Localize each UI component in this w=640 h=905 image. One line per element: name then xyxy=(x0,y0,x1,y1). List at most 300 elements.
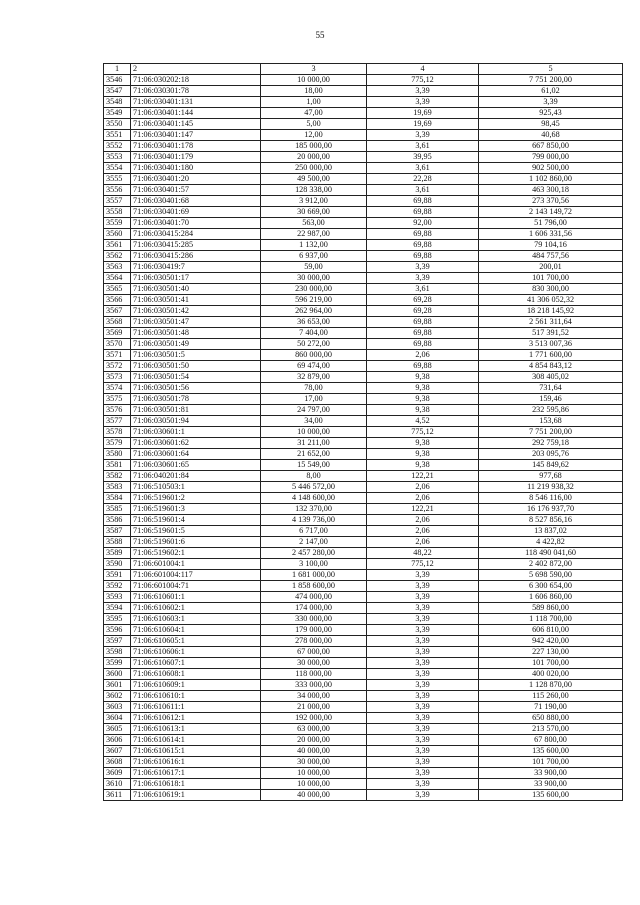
table-row xyxy=(104,196,623,207)
row-number-cell: 3590 xyxy=(104,559,131,570)
area-cell: 3 100,00 xyxy=(261,559,367,570)
value-cell: 61,02 xyxy=(479,86,623,97)
cadastral-number-cell: 71:06:030415:285 xyxy=(131,240,261,251)
table-row xyxy=(104,372,623,383)
row-number-cell: 3586 xyxy=(104,515,131,526)
row-number-cell: 3606 xyxy=(104,735,131,746)
value-cell: 7 751 200,00 xyxy=(479,427,623,438)
rate-cell: 3,39 xyxy=(367,581,479,592)
row-number-cell: 3607 xyxy=(104,746,131,757)
rate-cell: 39,95 xyxy=(367,152,479,163)
table-row xyxy=(104,680,623,691)
rate-cell: 3,39 xyxy=(367,713,479,724)
table-row xyxy=(104,482,623,493)
rate-cell: 9,38 xyxy=(367,438,479,449)
table-row xyxy=(104,262,623,273)
value-cell: 13 837,02 xyxy=(479,526,623,537)
table-row xyxy=(104,603,623,614)
rate-cell: 3,39 xyxy=(367,658,479,669)
cadastral-number-cell: 71:06:030401:180 xyxy=(131,163,261,174)
area-cell: 330 000,00 xyxy=(261,614,367,625)
value-cell: 731,64 xyxy=(479,383,623,394)
cadastral-number-cell: 71:06:030501:17 xyxy=(131,273,261,284)
area-cell: 40 000,00 xyxy=(261,790,367,801)
value-cell: 98,45 xyxy=(479,119,623,130)
row-number-cell: 3550 xyxy=(104,119,131,130)
cadastral-number-cell: 71:06:610610:1 xyxy=(131,691,261,702)
row-number-cell: 3569 xyxy=(104,328,131,339)
row-number-cell: 3573 xyxy=(104,372,131,383)
value-cell: 101 700,00 xyxy=(479,273,623,284)
rate-cell: 3,39 xyxy=(367,262,479,273)
area-cell: 21 652,00 xyxy=(261,449,367,460)
value-cell: 977,68 xyxy=(479,471,623,482)
area-cell: 6 937,00 xyxy=(261,251,367,262)
table-row xyxy=(104,185,623,196)
row-number-cell: 3566 xyxy=(104,295,131,306)
row-number-cell: 3598 xyxy=(104,647,131,658)
value-cell: 463 300,18 xyxy=(479,185,623,196)
cadastral-number-cell: 71:06:610612:1 xyxy=(131,713,261,724)
rate-cell: 3,39 xyxy=(367,647,479,658)
value-cell: 1 606 331,56 xyxy=(479,229,623,240)
table-row xyxy=(104,383,623,394)
value-cell: 101 700,00 xyxy=(479,757,623,768)
table-row xyxy=(104,119,623,130)
area-cell: 34 000,00 xyxy=(261,691,367,702)
rate-cell: 4,52 xyxy=(367,416,479,427)
area-cell: 78,00 xyxy=(261,383,367,394)
row-number-cell: 3609 xyxy=(104,768,131,779)
row-number-cell: 3556 xyxy=(104,185,131,196)
row-number-cell: 3576 xyxy=(104,405,131,416)
rate-cell: 3,39 xyxy=(367,691,479,702)
area-cell: 250 000,00 xyxy=(261,163,367,174)
value-cell: 115 260,00 xyxy=(479,691,623,702)
cadastral-number-cell: 71:06:030501:49 xyxy=(131,339,261,350)
row-number-cell: 3564 xyxy=(104,273,131,284)
cadastral-number-cell: 71:06:519601:6 xyxy=(131,537,261,548)
rate-cell: 3,39 xyxy=(367,625,479,636)
table-row xyxy=(104,691,623,702)
rate-cell: 3,39 xyxy=(367,273,479,284)
area-cell: 36 653,00 xyxy=(261,317,367,328)
row-number-cell: 3610 xyxy=(104,779,131,790)
row-number-cell: 3593 xyxy=(104,592,131,603)
rate-cell: 69,88 xyxy=(367,328,479,339)
cadastral-number-cell: 71:06:030601:64 xyxy=(131,449,261,460)
rate-cell: 3,39 xyxy=(367,86,479,97)
value-cell: 1 606 860,00 xyxy=(479,592,623,603)
row-number-cell: 3608 xyxy=(104,757,131,768)
row-number-cell: 3574 xyxy=(104,383,131,394)
rate-cell: 69,88 xyxy=(367,207,479,218)
area-cell: 563,00 xyxy=(261,218,367,229)
cadastral-number-cell: 71:06:030501:47 xyxy=(131,317,261,328)
table-row xyxy=(104,317,623,328)
row-number-cell: 3551 xyxy=(104,130,131,141)
rate-cell: 3,39 xyxy=(367,779,479,790)
area-cell: 30 000,00 xyxy=(261,273,367,284)
cadastral-number-cell: 71:06:030401:144 xyxy=(131,108,261,119)
table-header-row xyxy=(104,64,623,75)
value-cell: 5 698 590,00 xyxy=(479,570,623,581)
cadastral-number-cell: 71:06:030301:78 xyxy=(131,86,261,97)
cadastral-number-cell: 71:06:510503:1 xyxy=(131,482,261,493)
table-row xyxy=(104,152,623,163)
rate-cell: 3,61 xyxy=(367,284,479,295)
table-row xyxy=(104,229,623,240)
cadastral-number-cell: 71:06:610607:1 xyxy=(131,658,261,669)
area-cell: 8,00 xyxy=(261,471,367,482)
value-cell: 667 850,00 xyxy=(479,141,623,152)
value-cell: 273 370,56 xyxy=(479,196,623,207)
area-cell: 18,00 xyxy=(261,86,367,97)
rate-cell: 3,39 xyxy=(367,680,479,691)
rate-cell: 3,39 xyxy=(367,735,479,746)
cadastral-number-cell: 71:06:030501:42 xyxy=(131,306,261,317)
row-number-cell: 3546 xyxy=(104,75,131,86)
table-row xyxy=(104,207,623,218)
table-row xyxy=(104,108,623,119)
table-row xyxy=(104,669,623,680)
rate-cell: 3,61 xyxy=(367,141,479,152)
value-cell: 1 102 860,00 xyxy=(479,174,623,185)
cadastral-number-cell: 71:06:030501:5 xyxy=(131,350,261,361)
column-header: 3 xyxy=(261,64,367,75)
value-cell: 153,68 xyxy=(479,416,623,427)
cadastral-number-cell: 71:06:030415:286 xyxy=(131,251,261,262)
row-number-cell: 3565 xyxy=(104,284,131,295)
area-cell: 10 000,00 xyxy=(261,779,367,790)
cadastral-number-cell: 71:06:030401:57 xyxy=(131,185,261,196)
area-cell: 59,00 xyxy=(261,262,367,273)
table-row xyxy=(104,284,623,295)
row-number-cell: 3562 xyxy=(104,251,131,262)
cadastral-number-cell: 71:06:030601:62 xyxy=(131,438,261,449)
area-cell: 20 000,00 xyxy=(261,735,367,746)
value-cell: 517 391,52 xyxy=(479,328,623,339)
rate-cell: 3,39 xyxy=(367,757,479,768)
rate-cell: 3,39 xyxy=(367,746,479,757)
area-cell: 230 000,00 xyxy=(261,284,367,295)
area-cell: 2 147,00 xyxy=(261,537,367,548)
area-cell: 20 000,00 xyxy=(261,152,367,163)
area-cell: 860 000,00 xyxy=(261,350,367,361)
area-cell: 596 219,00 xyxy=(261,295,367,306)
area-cell: 185 000,00 xyxy=(261,141,367,152)
column-header: 1 xyxy=(104,64,131,75)
value-cell: 484 757,56 xyxy=(479,251,623,262)
area-cell: 6 717,00 xyxy=(261,526,367,537)
cadastral-number-cell: 71:06:519601:5 xyxy=(131,526,261,537)
table-row xyxy=(104,438,623,449)
value-cell: 145 849,62 xyxy=(479,460,623,471)
cadastral-number-cell: 71:06:519601:2 xyxy=(131,493,261,504)
area-cell: 2 457 280,00 xyxy=(261,548,367,559)
cadastral-number-cell: 71:06:610608:1 xyxy=(131,669,261,680)
rate-cell: 9,38 xyxy=(367,405,479,416)
rate-cell: 3,39 xyxy=(367,790,479,801)
area-cell: 3 912,00 xyxy=(261,196,367,207)
row-number-cell: 3572 xyxy=(104,361,131,372)
cadastral-number-cell: 71:06:030601:1 xyxy=(131,427,261,438)
rate-cell: 3,39 xyxy=(367,592,479,603)
rate-cell: 3,39 xyxy=(367,724,479,735)
row-number-cell: 3559 xyxy=(104,218,131,229)
area-cell: 128 338,00 xyxy=(261,185,367,196)
row-number-cell: 3594 xyxy=(104,603,131,614)
area-cell: 69 474,00 xyxy=(261,361,367,372)
area-cell: 262 964,00 xyxy=(261,306,367,317)
cadastral-number-cell: 71:06:519601:4 xyxy=(131,515,261,526)
cadastral-number-cell: 71:06:030401:20 xyxy=(131,174,261,185)
row-number-cell: 3570 xyxy=(104,339,131,350)
rate-cell: 775,12 xyxy=(367,427,479,438)
value-cell: 159,46 xyxy=(479,394,623,405)
area-cell: 10 000,00 xyxy=(261,768,367,779)
rate-cell: 3,39 xyxy=(367,97,479,108)
table-row xyxy=(104,174,623,185)
area-cell: 50 272,00 xyxy=(261,339,367,350)
area-cell: 1 681 000,00 xyxy=(261,570,367,581)
rate-cell: 92,00 xyxy=(367,218,479,229)
row-number-cell: 3601 xyxy=(104,680,131,691)
rate-cell: 9,38 xyxy=(367,449,479,460)
value-cell: 308 405,02 xyxy=(479,372,623,383)
table-row xyxy=(104,493,623,504)
value-cell: 1 771 600,00 xyxy=(479,350,623,361)
rate-cell: 3,61 xyxy=(367,163,479,174)
area-cell: 32 879,00 xyxy=(261,372,367,383)
area-cell: 278 000,00 xyxy=(261,636,367,647)
row-number-cell: 3554 xyxy=(104,163,131,174)
value-cell: 2 402 872,00 xyxy=(479,559,623,570)
row-number-cell: 3591 xyxy=(104,570,131,581)
cadastral-number-cell: 71:06:610615:1 xyxy=(131,746,261,757)
value-cell: 79 104,16 xyxy=(479,240,623,251)
table-row xyxy=(104,75,623,86)
area-cell: 4 148 600,00 xyxy=(261,493,367,504)
cadastral-number-cell: 71:06:610602:1 xyxy=(131,603,261,614)
table-row xyxy=(104,460,623,471)
area-cell: 174 000,00 xyxy=(261,603,367,614)
value-cell: 8 546 116,00 xyxy=(479,493,623,504)
value-cell: 925,43 xyxy=(479,108,623,119)
table-row xyxy=(104,515,623,526)
table-row xyxy=(104,328,623,339)
row-number-cell: 3578 xyxy=(104,427,131,438)
area-cell: 17,00 xyxy=(261,394,367,405)
rate-cell: 2,06 xyxy=(367,493,479,504)
value-cell: 400 020,00 xyxy=(479,669,623,680)
value-cell: 1 128 870,00 xyxy=(479,680,623,691)
table-row xyxy=(104,449,623,460)
table-row xyxy=(104,240,623,251)
cadastral-number-cell: 71:06:601004:117 xyxy=(131,570,261,581)
cadastral-number-cell: 71:06:030501:50 xyxy=(131,361,261,372)
cadastral-number-cell: 71:06:030501:40 xyxy=(131,284,261,295)
rate-cell: 22,28 xyxy=(367,174,479,185)
row-number-cell: 3581 xyxy=(104,460,131,471)
row-number-cell: 3611 xyxy=(104,790,131,801)
value-cell: 830 300,00 xyxy=(479,284,623,295)
cadastral-number-cell: 71:06:610605:1 xyxy=(131,636,261,647)
table-row xyxy=(104,86,623,97)
row-number-cell: 3582 xyxy=(104,471,131,482)
area-cell: 30 669,00 xyxy=(261,207,367,218)
table-row xyxy=(104,790,623,801)
cadastral-number-cell: 71:06:601004:1 xyxy=(131,559,261,570)
value-cell: 227 130,00 xyxy=(479,647,623,658)
table-row xyxy=(104,405,623,416)
value-cell: 200,01 xyxy=(479,262,623,273)
cadastral-number-cell: 71:06:610614:1 xyxy=(131,735,261,746)
value-cell: 101 700,00 xyxy=(479,658,623,669)
area-cell: 12,00 xyxy=(261,130,367,141)
row-number-cell: 3553 xyxy=(104,152,131,163)
value-cell: 4 854 843,12 xyxy=(479,361,623,372)
table-row xyxy=(104,163,623,174)
area-cell: 179 000,00 xyxy=(261,625,367,636)
value-cell: 8 527 856,16 xyxy=(479,515,623,526)
value-cell: 650 880,00 xyxy=(479,713,623,724)
rate-cell: 3,39 xyxy=(367,669,479,680)
area-cell: 192 000,00 xyxy=(261,713,367,724)
area-cell: 4 139 736,00 xyxy=(261,515,367,526)
row-number-cell: 3603 xyxy=(104,702,131,713)
area-cell: 474 000,00 xyxy=(261,592,367,603)
rate-cell: 2,06 xyxy=(367,537,479,548)
value-cell: 292 759,18 xyxy=(479,438,623,449)
rate-cell: 3,39 xyxy=(367,702,479,713)
table-row xyxy=(104,548,623,559)
area-cell: 40 000,00 xyxy=(261,746,367,757)
row-number-cell: 3571 xyxy=(104,350,131,361)
row-number-cell: 3596 xyxy=(104,625,131,636)
value-cell: 16 176 937,70 xyxy=(479,504,623,515)
cadastral-number-cell: 71:06:030401:131 xyxy=(131,97,261,108)
area-cell: 47,00 xyxy=(261,108,367,119)
cadastral-number-cell: 71:06:030419:7 xyxy=(131,262,261,273)
rate-cell: 3,39 xyxy=(367,570,479,581)
rate-cell: 775,12 xyxy=(367,75,479,86)
cadastral-number-cell: 71:06:030401:147 xyxy=(131,130,261,141)
rate-cell: 69,88 xyxy=(367,229,479,240)
table-row xyxy=(104,581,623,592)
row-number-cell: 3548 xyxy=(104,97,131,108)
area-cell: 63 000,00 xyxy=(261,724,367,735)
rate-cell: 2,06 xyxy=(367,482,479,493)
rate-cell: 3,61 xyxy=(367,185,479,196)
row-number-cell: 3580 xyxy=(104,449,131,460)
row-number-cell: 3584 xyxy=(104,493,131,504)
cadastral-number-cell: 71:06:030401:70 xyxy=(131,218,261,229)
rate-cell: 3,39 xyxy=(367,130,479,141)
row-number-cell: 3567 xyxy=(104,306,131,317)
area-cell: 34,00 xyxy=(261,416,367,427)
table-row xyxy=(104,350,623,361)
row-number-cell: 3558 xyxy=(104,207,131,218)
rate-cell: 9,38 xyxy=(367,394,479,405)
area-cell: 5 446 572,00 xyxy=(261,482,367,493)
cadastral-number-cell: 71:06:030401:68 xyxy=(131,196,261,207)
area-cell: 67 000,00 xyxy=(261,647,367,658)
cadastral-number-cell: 71:06:610616:1 xyxy=(131,757,261,768)
row-number-cell: 3549 xyxy=(104,108,131,119)
value-cell: 11 219 938,32 xyxy=(479,482,623,493)
cadastral-number-cell: 71:06:030601:65 xyxy=(131,460,261,471)
data-table xyxy=(103,63,623,801)
area-cell: 31 211,00 xyxy=(261,438,367,449)
value-cell: 4 422,82 xyxy=(479,537,623,548)
table-row xyxy=(104,658,623,669)
cadastral-number-cell: 71:06:519601:3 xyxy=(131,504,261,515)
area-cell: 10 000,00 xyxy=(261,75,367,86)
value-cell: 902 500,00 xyxy=(479,163,623,174)
row-number-cell: 3595 xyxy=(104,614,131,625)
rate-cell: 69,88 xyxy=(367,196,479,207)
table-row xyxy=(104,537,623,548)
table-row xyxy=(104,570,623,581)
area-cell: 1 858 600,00 xyxy=(261,581,367,592)
value-cell: 6 300 654,00 xyxy=(479,581,623,592)
table-row xyxy=(104,625,623,636)
table-row xyxy=(104,218,623,229)
rate-cell: 69,28 xyxy=(367,295,479,306)
cadastral-number-cell: 71:06:519602:1 xyxy=(131,548,261,559)
area-cell: 333 000,00 xyxy=(261,680,367,691)
area-cell: 24 797,00 xyxy=(261,405,367,416)
table-row xyxy=(104,636,623,647)
table-row xyxy=(104,273,623,284)
row-number-cell: 3563 xyxy=(104,262,131,273)
row-number-cell: 3585 xyxy=(104,504,131,515)
value-cell: 2 143 149,72 xyxy=(479,207,623,218)
rate-cell: 3,39 xyxy=(367,768,479,779)
cadastral-number-cell: 71:06:030501:56 xyxy=(131,383,261,394)
value-cell: 213 570,00 xyxy=(479,724,623,735)
row-number-cell: 3587 xyxy=(104,526,131,537)
rate-cell: 9,38 xyxy=(367,372,479,383)
value-cell: 118 490 041,60 xyxy=(479,548,623,559)
value-cell: 51 796,00 xyxy=(479,218,623,229)
rate-cell: 19,69 xyxy=(367,119,479,130)
table-body xyxy=(104,75,623,801)
table-row xyxy=(104,295,623,306)
rate-cell: 775,12 xyxy=(367,559,479,570)
row-number-cell: 3588 xyxy=(104,537,131,548)
rate-cell: 69,88 xyxy=(367,339,479,350)
area-cell: 15 549,00 xyxy=(261,460,367,471)
value-cell: 7 751 200,00 xyxy=(479,75,623,86)
cadastral-number-cell: 71:06:610617:1 xyxy=(131,768,261,779)
table-row xyxy=(104,97,623,108)
cadastral-number-cell: 71:06:610609:1 xyxy=(131,680,261,691)
value-cell: 3,39 xyxy=(479,97,623,108)
table-row xyxy=(104,130,623,141)
cadastral-number-cell: 71:06:030401:69 xyxy=(131,207,261,218)
rate-cell: 69,88 xyxy=(367,251,479,262)
area-cell: 30 000,00 xyxy=(261,658,367,669)
table-row xyxy=(104,394,623,405)
value-cell: 18 218 145,92 xyxy=(479,306,623,317)
area-cell: 1,00 xyxy=(261,97,367,108)
row-number-cell: 3597 xyxy=(104,636,131,647)
cadastral-number-cell: 71:06:610604:1 xyxy=(131,625,261,636)
value-cell: 71 190,00 xyxy=(479,702,623,713)
cadastral-number-cell: 71:06:030501:78 xyxy=(131,394,261,405)
